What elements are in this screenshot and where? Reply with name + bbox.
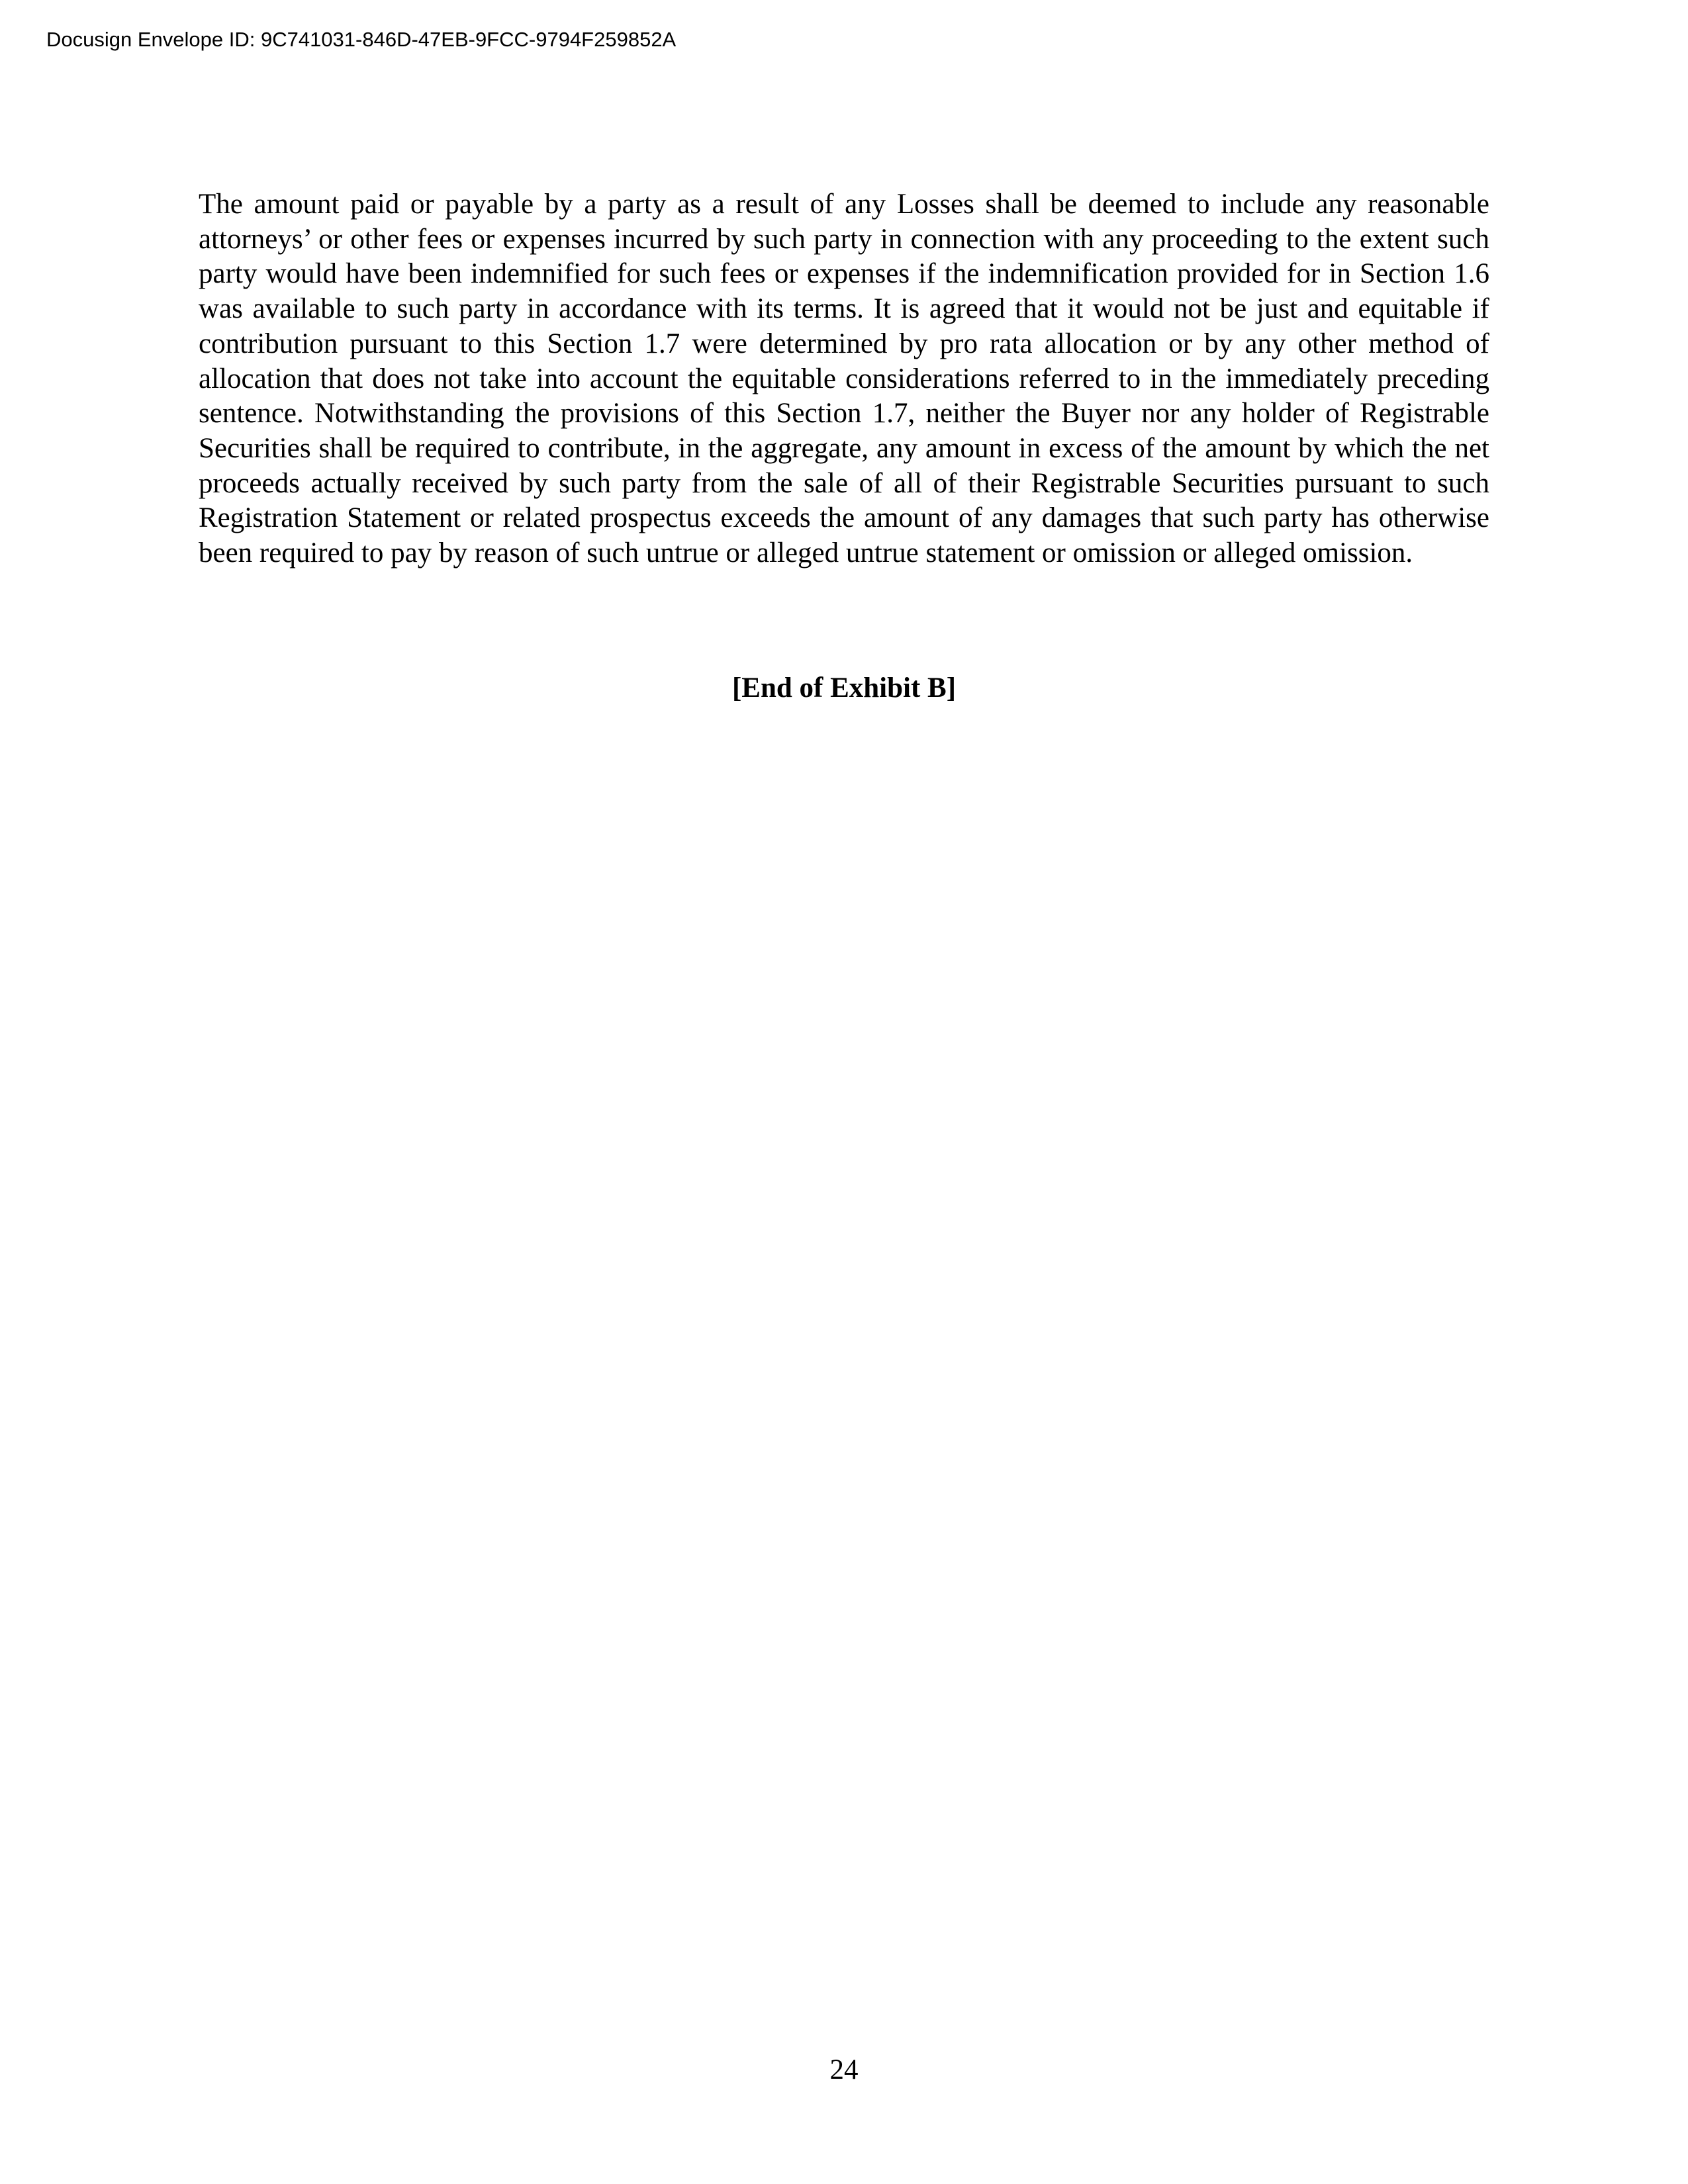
page-number: 24 bbox=[829, 2054, 859, 2085]
exhibit-end-marker: [End of Exhibit B] bbox=[731, 672, 957, 704]
body-paragraph: The amount paid or payable by a party as a result of any Losses shall be deemed to include any reasonable attorneys’ or other fees or expenses incurred by such party in connection with any proceeding to the extent such party would have been indemnified for such fees or expenses if the indemnification provided for in Section 1.6 was available to such party in accordance with its terms. It is agreed that it would not be just and equitable if contribution pursuant to this Section 1.7 were determined by pro rata allocation or by any other method of allocation that does not take into account the equitable considerations referred to in the immediately preceding sentence. Notwithstanding the provisions of this Section 1.7, neither the Buyer nor any holder of Registrable Securities shall be required to contribute, in the aggregate, any amount in excess of the amount by which the net proceeds actually received by such party from the sale of all of their Registrable Securities pursuant to such Registration Statement or related prospectus exceeds the amount of any damages that such party has otherwise been required to pay by reason of such untrue or alleged untrue statement or omission or alleged omission. bbox=[199, 189, 1489, 569]
docusign-envelope-id: Docusign Envelope ID: 9C741031-846D-47EB-9FCC-9794F259852A bbox=[46, 28, 677, 51]
